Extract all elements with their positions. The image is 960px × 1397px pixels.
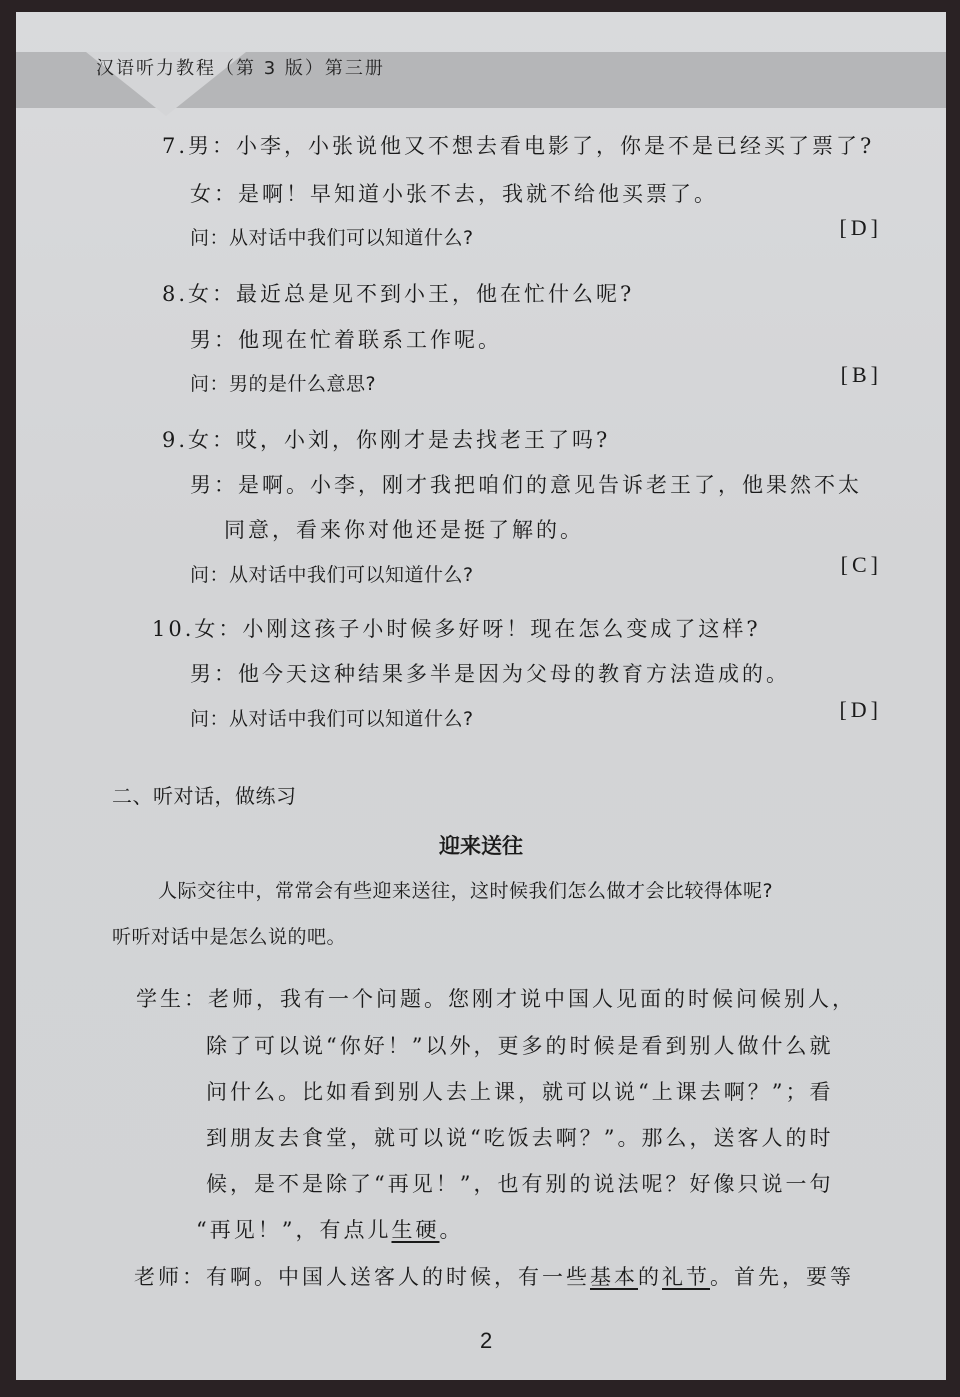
utterance: 有啊。中国人送客人的时候，有一些 xyxy=(206,1265,590,1289)
item-7-line-2 xyxy=(190,178,718,208)
utterance: 小李，小张说他又不想去看电影了，你是不是已经买了票了? xyxy=(236,134,875,158)
speaker: 男： xyxy=(190,328,238,352)
item-number: 10. xyxy=(152,617,195,641)
speaker: 女： xyxy=(188,282,237,306)
student-line-6 xyxy=(196,1214,463,1244)
item-9-line-1 xyxy=(162,424,610,454)
lesson-title: 迎来送往 xyxy=(439,834,523,858)
item-8-answer: [B] xyxy=(840,362,882,387)
running-header-title: 汉语听力教程（第 3 版）第三册 xyxy=(96,58,385,79)
student-line-5: 候，是不是除了“再见！”，也有别的说法呢？好像只说一句 xyxy=(206,1172,834,1196)
utterance: 小刚这孩子小时候多好呀！现在怎么变成了这样? xyxy=(242,617,761,641)
item-10-line-1 xyxy=(152,613,761,643)
utterance: 他现在忙着联系工作呢。 xyxy=(238,328,502,352)
speaker: 男： xyxy=(190,662,238,686)
teacher-line-1 xyxy=(134,1261,854,1291)
document-page xyxy=(16,12,946,1380)
item-9-question: 问：从对话中我们可以知道什么? xyxy=(190,564,474,586)
item-7-line-1 xyxy=(162,130,874,160)
item-7-question: 问：从对话中我们可以知道什么? xyxy=(190,227,474,249)
utterance: 他今天这种结果多半是因为父母的教育方法造成的。 xyxy=(238,662,790,686)
vocab-underlined-jiben: 基本 xyxy=(590,1265,638,1289)
utterance: 最近总是见不到小王，他在忙什么呢? xyxy=(236,282,635,306)
item-10-answer: [D] xyxy=(839,697,882,722)
utterance: 。首先，要等 xyxy=(710,1265,854,1289)
section-heading: 二、听对话，做练习 xyxy=(112,784,297,808)
speaker: 女： xyxy=(190,182,238,206)
item-8-line-2 xyxy=(190,324,502,354)
item-number: 8. xyxy=(162,282,189,306)
item-10-question: 问：从对话中我们可以知道什么? xyxy=(190,708,474,730)
student-line-4: 到朋友去食堂，就可以说“吃饭去啊？”。那么，送客人的时 xyxy=(206,1126,834,1150)
item-8-line-1 xyxy=(162,278,634,308)
speaker: 男： xyxy=(190,473,238,497)
utterance: 。 xyxy=(439,1218,464,1242)
speaker: 男： xyxy=(188,134,237,158)
page-number: 2 xyxy=(480,1328,493,1353)
utterance: 哎，小刘，你刚才是去找老王了吗? xyxy=(236,428,611,452)
intro-line-2: 听听对话中是怎么说的吧。 xyxy=(112,926,347,948)
vocab-underlined-shengying: 生硬 xyxy=(391,1218,440,1242)
item-number: 7. xyxy=(162,134,189,158)
item-7-answer: [D] xyxy=(839,215,882,240)
speaker: 女： xyxy=(188,428,237,452)
vocab-underlined-lijie: 礼节 xyxy=(662,1265,710,1289)
speaker-teacher: 老师： xyxy=(134,1265,206,1289)
item-9-answer: [C] xyxy=(840,552,882,577)
student-line-2: 除了可以说“你好！”以外，更多的时候是看到别人做什么就 xyxy=(206,1034,834,1058)
intro-line-1: 人际交往中，常常会有些迎来送往，这时候我们怎么做才会比较得体呢? xyxy=(158,880,774,902)
utterance: 老师，我有一个问题。您刚才说中国人见面的时候问候别人， xyxy=(208,987,856,1011)
item-number: 9. xyxy=(162,428,189,452)
item-9-line-2 xyxy=(190,469,862,499)
utterance: “再见！”，有点儿 xyxy=(196,1218,392,1242)
utterance: 的 xyxy=(638,1265,662,1289)
utterance: 是啊！早知道小张不去，我就不给他买票了。 xyxy=(238,182,718,206)
student-line-3: 问什么。比如看到别人去上课，就可以说“上课去啊？”；看 xyxy=(206,1080,834,1104)
speaker: 女： xyxy=(194,617,243,641)
item-8-question: 问：男的是什么意思? xyxy=(190,373,377,395)
item-9-line-2-continued: 同意，看来你对他还是挺了解的。 xyxy=(224,518,584,542)
speaker-student: 学生： xyxy=(136,987,208,1011)
student-line-1 xyxy=(136,983,856,1013)
item-10-line-2 xyxy=(190,658,790,688)
utterance: 是啊。小李，刚才我把咱们的意见告诉老王了，他果然不太 xyxy=(238,473,862,497)
